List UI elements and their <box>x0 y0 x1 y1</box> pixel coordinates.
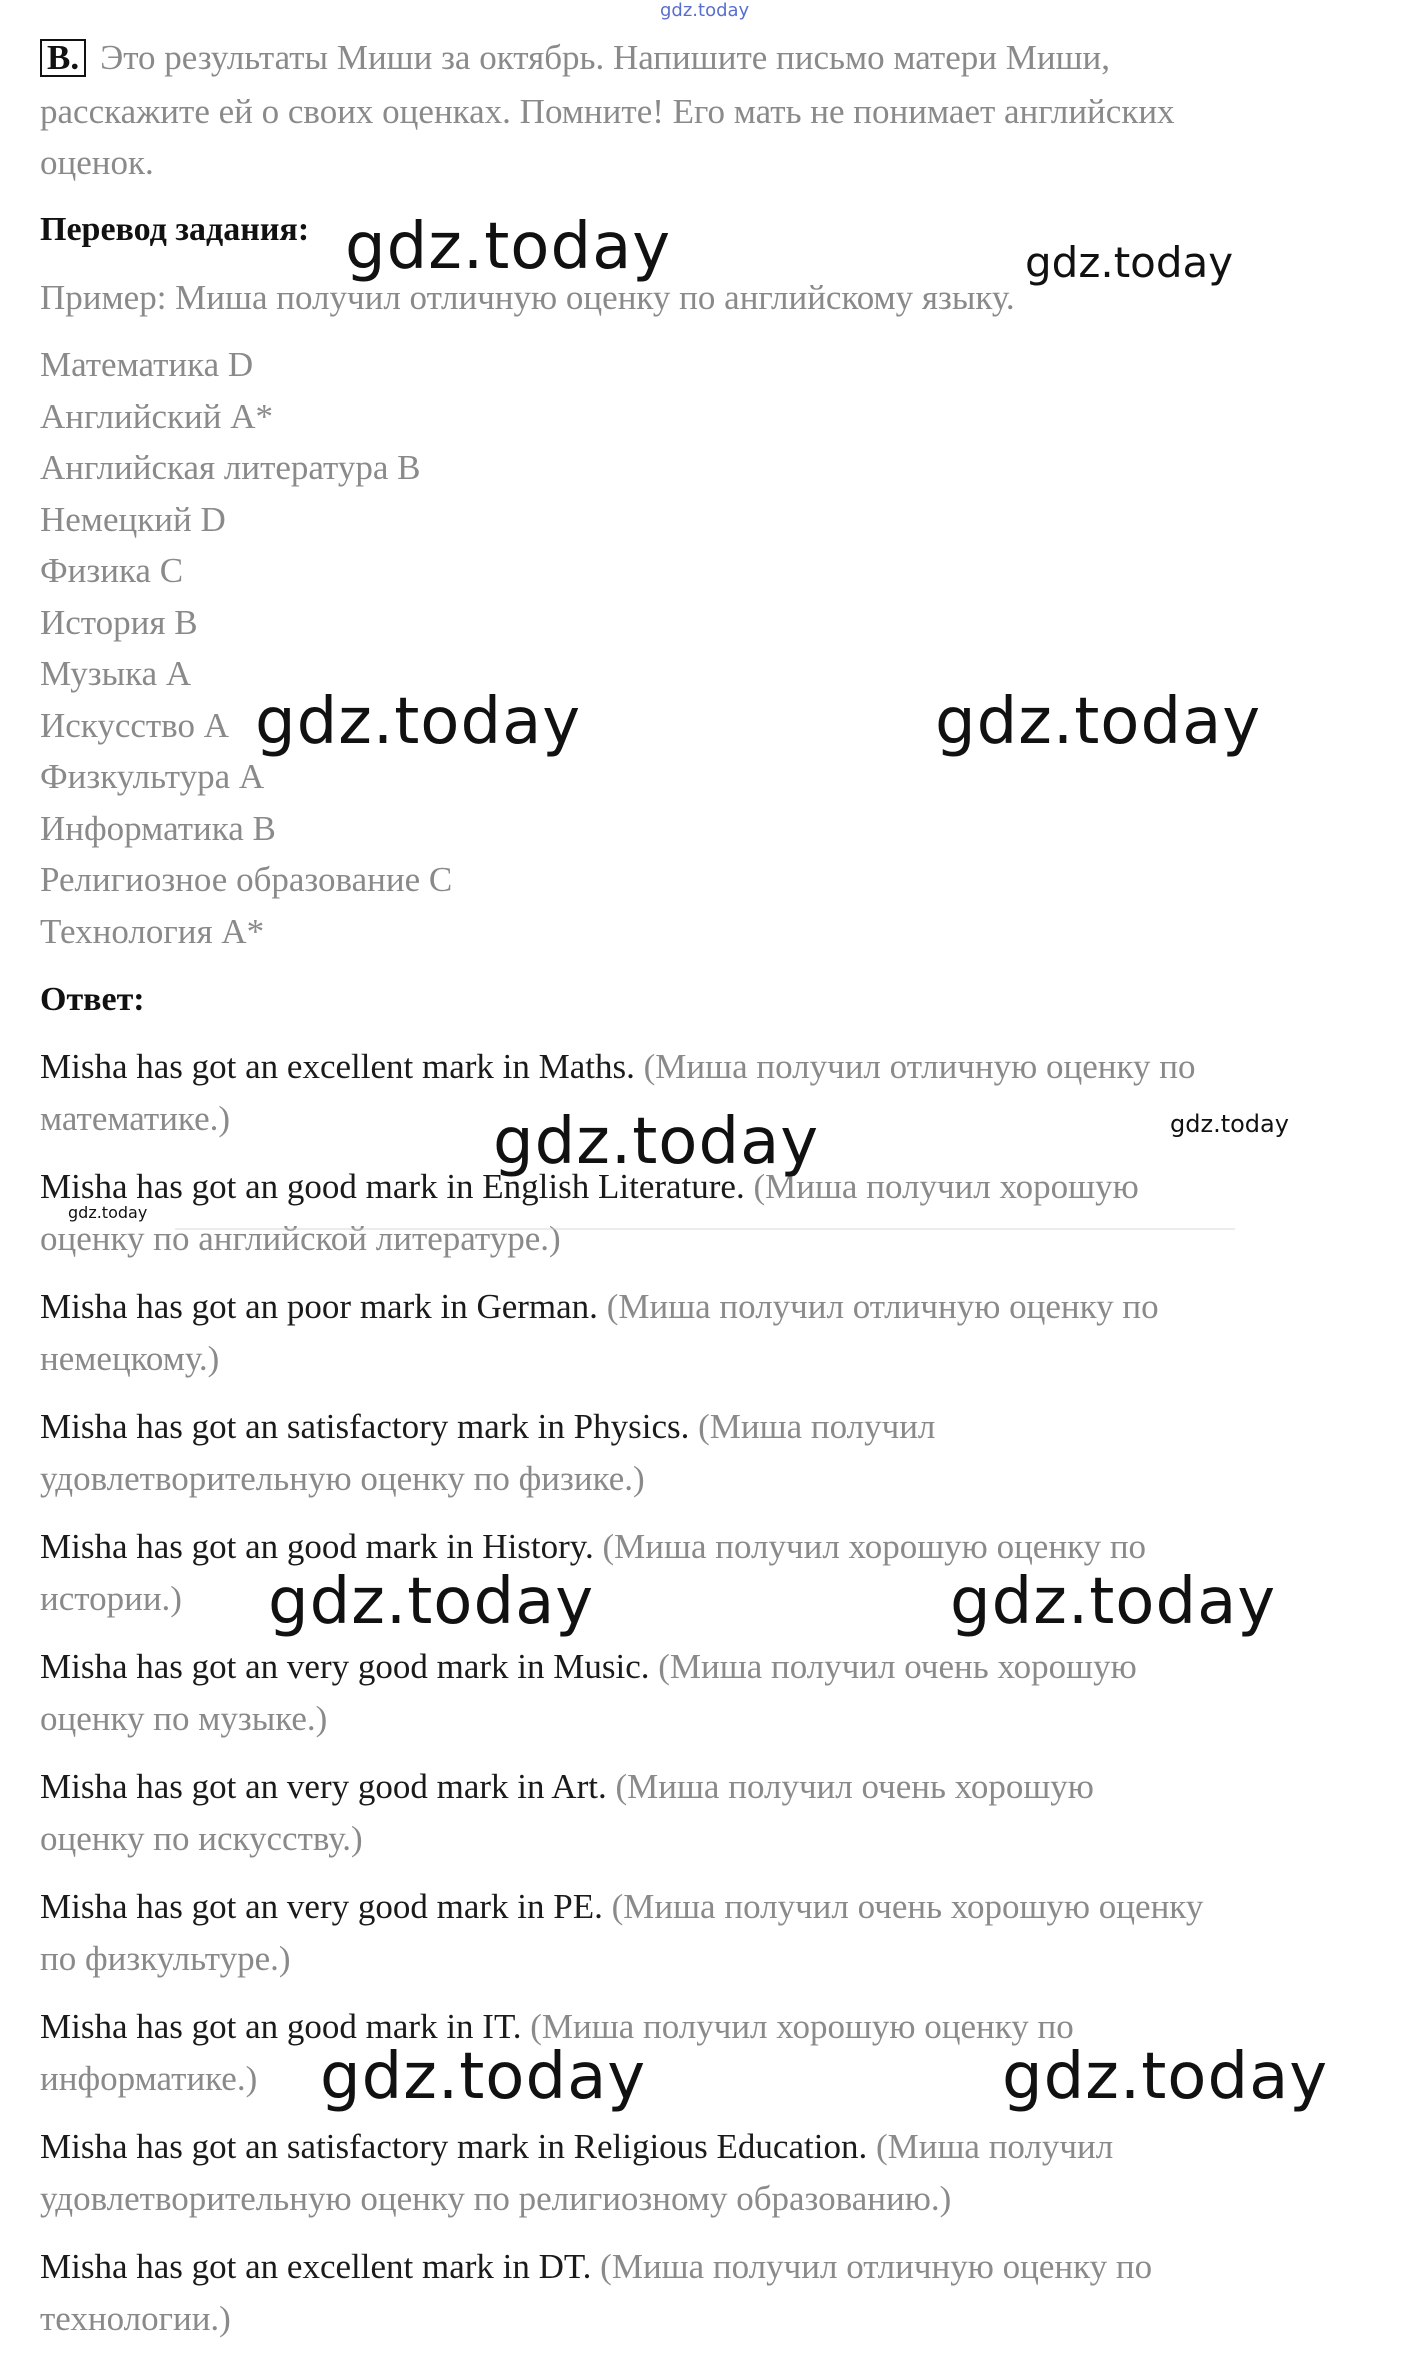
answer-item <box>40 1047 1196 1087</box>
answer-translation-cont: оценку по искусству.) <box>40 1819 363 1858</box>
subject-item: Немецкий D <box>40 499 226 539</box>
task-line-1 <box>40 38 1110 78</box>
answer-english: Misha has got an excellent mark in Maths. <box>40 1047 635 1086</box>
subject-item: Информатика B <box>40 808 276 848</box>
watermark: gdz.today <box>255 685 582 759</box>
answer-english: Misha has got an good mark in History. <box>40 1527 594 1566</box>
subject-item: Физкультура A <box>40 757 265 796</box>
subject-item: Английская литература B <box>40 448 421 487</box>
scan-artifact <box>175 1178 1235 1230</box>
answer-english: Misha has got an excellent mark in DT. <box>40 2247 592 2286</box>
subject-item: Английский A* <box>40 396 274 436</box>
watermark: gdz.today <box>493 1105 820 1179</box>
watermark-top: gdz.today <box>660 0 750 21</box>
watermark: gdz.today <box>1025 238 1234 287</box>
answer-item <box>40 2247 1152 2287</box>
subject-item: Технология A* <box>40 911 265 951</box>
answer-translation: (Миша получил очень хорошую <box>606 1767 1094 1806</box>
answer-translation-cont: технологии.) <box>40 2299 231 2338</box>
answer-translation: (Миша получил хорошую оценку по <box>593 1527 1147 1566</box>
answer-item <box>40 1287 1159 1327</box>
answer-translation: (Миша получил отличную оценку по <box>591 2247 1153 2286</box>
task-line-2: расскажите ей о своих оценках. Помните! Его мать не понимает английских <box>40 92 1175 131</box>
watermark: gdz.today <box>950 1565 1277 1639</box>
answer-translation-cont: оценку по музыке.) <box>40 1699 328 1738</box>
answer-translation: (Миша получил очень хорошую оценку <box>602 1887 1204 1926</box>
answer-translation-cont: математике.) <box>40 1099 231 1138</box>
answer-english: Misha has got an very good mark in Art. <box>40 1767 607 1806</box>
answer-english: Misha has got an very good mark in Music. <box>40 1647 650 1686</box>
answer-item <box>40 2127 1113 2167</box>
answer-translation: (Миша получил очень хорошую <box>649 1647 1137 1686</box>
translation-heading: Перевод задания: <box>40 211 310 248</box>
answer-translation: (Миша получил <box>867 2127 1114 2166</box>
subject-item: Музыка A <box>40 654 192 693</box>
answer-translation: (Миша получил хорошую <box>744 1167 1139 1206</box>
answer-translation-cont: удовлетворительную оценку по религиозному образованию.) <box>40 2179 952 2218</box>
watermark: gdz.today <box>268 1565 595 1639</box>
translation-example: Пример: Миша получил отличную оценку по английскому языку. <box>40 278 1015 317</box>
task-text-1: Это результаты Миши за октябрь. Напишите письмо матери Миши, <box>100 38 1111 77</box>
answer-english: Misha has got an satisfactory mark in Physics. <box>40 1407 690 1446</box>
answer-translation: (Миша получил отличную оценку по <box>634 1047 1196 1086</box>
answer-english: Misha has got an very good mark in PE. <box>40 1887 603 1926</box>
subject-item: История B <box>40 602 198 642</box>
subject-item: Религиозное образование C <box>40 860 453 899</box>
subject-item: Математика D <box>40 345 254 384</box>
watermark: gdz.today <box>1002 2040 1329 2114</box>
answer-item <box>40 1767 1094 1807</box>
watermark: gdz.today <box>1170 1110 1289 1138</box>
answer-translation-cont: по физкультуре.) <box>40 1939 291 1978</box>
answer-translation: (Миша получил хорошую оценку по <box>521 2007 1074 2046</box>
answer-translation-cont: удовлетворительную оценку по физике.) <box>40 1459 645 1498</box>
answer-translation: (Миша получил отличную оценку по <box>597 1287 1159 1326</box>
answer-translation: (Миша получил <box>689 1407 936 1446</box>
watermark: gdz.today <box>345 210 672 284</box>
answer-translation-cont: оценку по английской литературе.) <box>40 1219 561 1258</box>
answer-translation-cont: немецкому.) <box>40 1339 220 1378</box>
answer-item <box>40 1647 1137 1687</box>
answer-item <box>40 1527 1146 1567</box>
answer-english: Misha has got an satisfactory mark in Religious Education. <box>40 2127 868 2166</box>
answer-translation-cont: истории.) <box>40 1579 182 1618</box>
answer-item <box>40 1407 935 1447</box>
watermark: gdz.today <box>320 2040 647 2114</box>
answer-translation-cont: информатике.) <box>40 2059 258 2098</box>
subject-item: Искусство A <box>40 705 229 745</box>
answer-english: Misha has got an good mark in IT. <box>40 2007 522 2046</box>
task-letter: B. <box>40 39 86 77</box>
answer-english: Misha has got an good mark in English Literature. <box>40 1167 745 1206</box>
answer-heading: Ответ: <box>40 981 145 1018</box>
watermark: gdz.today <box>935 685 1262 759</box>
task-line-3: оценок. <box>40 143 154 182</box>
answer-item <box>40 1887 1203 1927</box>
subject-item: Физика C <box>40 551 184 590</box>
answer-english: Misha has got an poor mark in German. <box>40 1287 598 1326</box>
watermark: gdz.today <box>68 1203 148 1222</box>
